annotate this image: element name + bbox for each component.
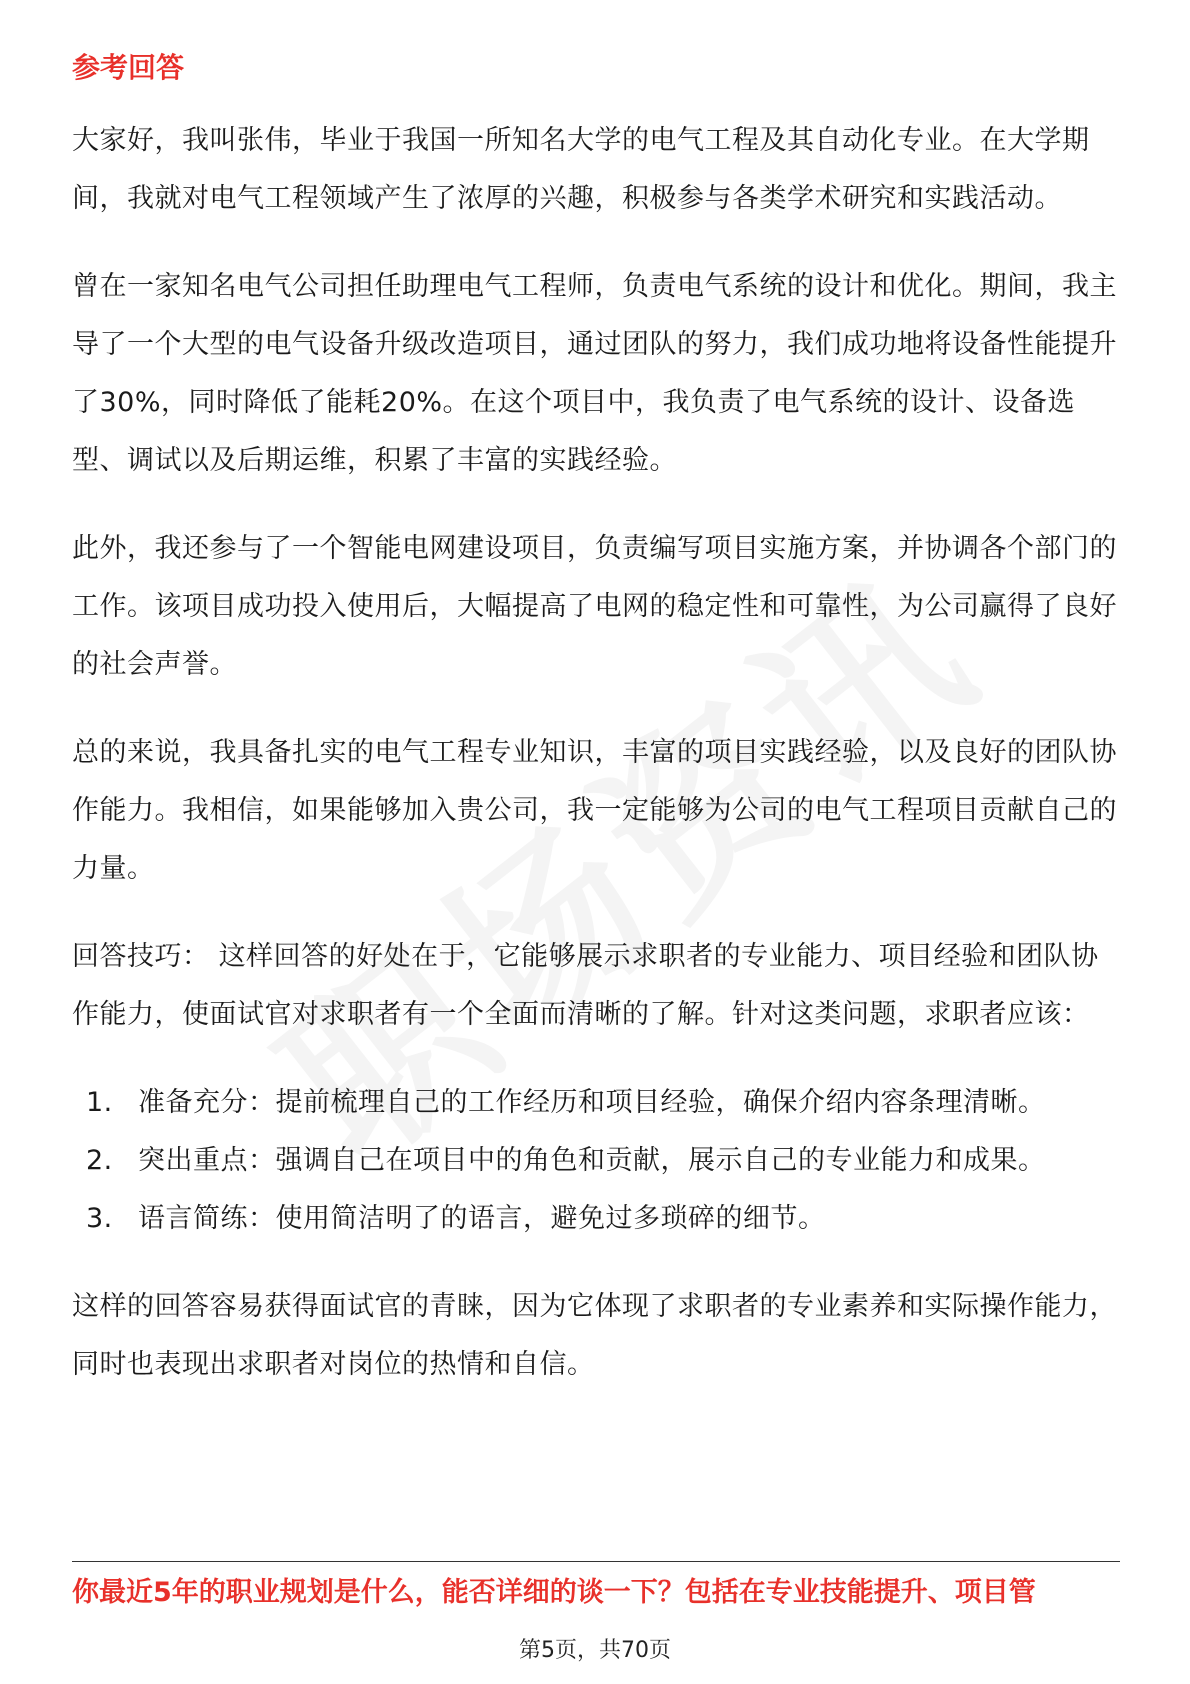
section-heading: 参考回答 bbox=[72, 51, 185, 84]
list-number: 3. bbox=[86, 1203, 113, 1234]
list-number: 1. bbox=[86, 1087, 113, 1118]
list-text: 语言简练：使用简洁明了的语言，避免过多琐碎的细节。 bbox=[138, 1203, 826, 1234]
paragraph-experience: 曾在一家知名电气公司担任助理电气工程师，负责电气系统的设计和优化。期间，我主导了一个大型的电气设备升级改造项目，通过团队的努力，我们成功地将设备性能提升了30%，同时降低了能耗20%。在这个项目中，我负责了电气系统的设计、设备选型、调试以及后期运维，积累了丰富的实践经验。 bbox=[72, 271, 1117, 476]
next-question: 你最近5年的职业规划是什么，能否详细的谈一下？包括在专业技能提升、项目管 bbox=[72, 1577, 1036, 1608]
list-item bbox=[72, 1190, 1120, 1248]
tips-list bbox=[72, 1074, 1120, 1248]
list-item bbox=[72, 1074, 1120, 1132]
page-number: 第5页，共70页 bbox=[519, 1638, 671, 1663]
document-body bbox=[72, 48, 1120, 1424]
list-number: 2. bbox=[86, 1145, 113, 1176]
list-text: 突出重点：强调自己在项目中的角色和贡献，展示自己的专业能力和成果。 bbox=[138, 1145, 1046, 1176]
list-item bbox=[72, 1132, 1120, 1190]
paragraph-smart-grid: 此外，我还参与了一个智能电网建设项目，负责编写项目实施方案，并协调各个部门的工作。该项目成功投入使用后，大幅提高了电网的稳定性和可靠性，为公司赢得了良好的社会声誉。 bbox=[72, 533, 1117, 680]
paragraph-tips-intro: 回答技巧： 这样回答的好处在于，它能够展示求职者的专业能力、项目经验和团队协作能力，使面试官对求职者有一个全面而清晰的了解。针对这类问题，求职者应该： bbox=[72, 941, 1099, 1030]
paragraph-summary: 总的来说，我具备扎实的电气工程专业知识，丰富的项目实践经验，以及良好的团队协作能力。我相信，如果能够加入贵公司，我一定能够为公司的电气工程项目贡献自己的力量。 bbox=[72, 737, 1117, 884]
list-text: 准备充分：提前梳理自己的工作经历和项目经验，确保介绍内容条理清晰。 bbox=[138, 1087, 1046, 1118]
divider bbox=[72, 1561, 1120, 1562]
paragraph-intro: 大家好，我叫张伟，毕业于我国一所知名大学的电气工程及其自动化专业。在大学期间，我就对电气工程领域产生了浓厚的兴趣，积极参与各类学术研究和实践活动。 bbox=[72, 125, 1090, 214]
paragraph-closing: 这样的回答容易获得面试官的青睐，因为它体现了求职者的专业素养和实际操作能力，同时也表现出求职者对岗位的热情和自信。 bbox=[72, 1291, 1117, 1380]
